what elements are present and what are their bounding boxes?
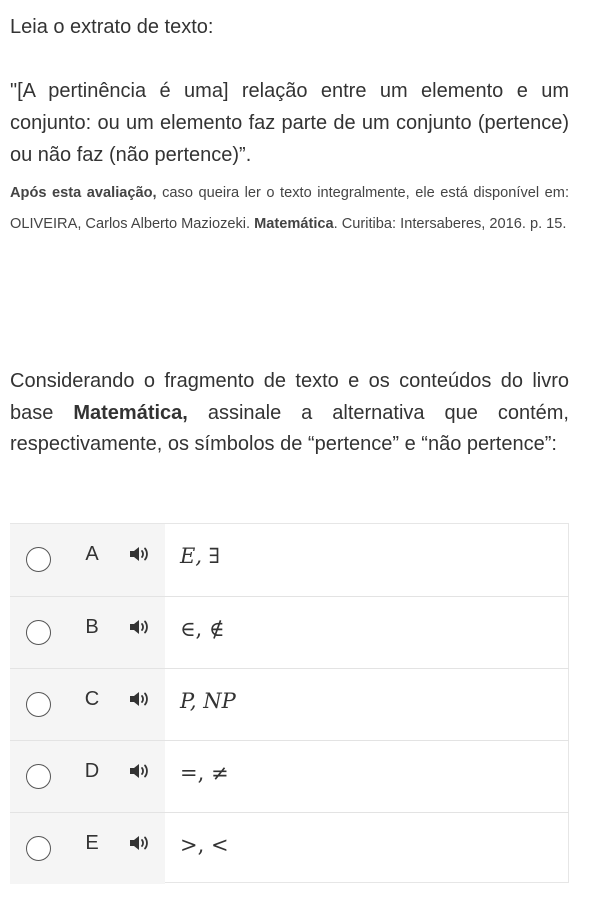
citation-bold-lead: Após esta avaliação, [10, 185, 157, 201]
speaker-icon[interactable] [129, 545, 151, 563]
citation-text-2: . Curitiba: Intersaberes, 2016. p. 15. [333, 216, 567, 232]
radio-circle-icon[interactable] [26, 620, 51, 645]
question-text-2: assinale a alternativa que contém, respectivamente, os símbolos de “pertence” e “não pertence”: [10, 401, 569, 455]
citation-book-title: Matemática [254, 216, 334, 232]
speaker-icon[interactable] [129, 618, 151, 636]
source-citation [10, 178, 569, 240]
option-letter: D [84, 760, 100, 782]
option-answer: =, ≠ [180, 761, 229, 785]
option-letter: B [85, 616, 99, 638]
question-text-1: Considerando o fragmento de texto e os conteúdos do livro base [10, 370, 569, 424]
speaker-icon[interactable] [129, 762, 151, 780]
option-e[interactable] [10, 812, 569, 884]
math-expression: P, NP [180, 689, 236, 713]
option-letter: E [85, 832, 99, 854]
option-a[interactable] [10, 524, 569, 596]
option-answer [180, 689, 236, 713]
radio-circle-icon[interactable] [26, 547, 51, 572]
option-letter: A [85, 543, 99, 565]
answer-options [10, 523, 569, 883]
option-letter: C [84, 688, 100, 710]
radio-circle-icon[interactable] [26, 764, 51, 789]
option-answer: ∈, ∉ [180, 617, 225, 641]
option-b[interactable] [10, 596, 569, 668]
radio-circle-icon[interactable] [26, 692, 51, 717]
option-d[interactable] [10, 740, 569, 812]
question-prompt [10, 366, 569, 461]
option-answer: >, < [180, 833, 229, 857]
radio-circle-icon[interactable] [26, 836, 51, 861]
instruction-text: Leia o extrato de texto: [10, 16, 214, 38]
citation-text-1: caso queira ler o texto integralmente, ele está disponível em: OLIVEIRA, Carlos Alberto Maziozeki. [10, 185, 569, 232]
question-book-title: Matemática, [73, 401, 188, 424]
speaker-icon[interactable] [129, 690, 151, 708]
option-answer [180, 544, 220, 568]
math-expression: E, ∃ [180, 544, 221, 568]
quoted-excerpt: "[A pertinência é uma] relação entre um elemento e um conjunto: ou um elemento faz parte de um conjunto (pertence) ou não faz (não pertence)”. [10, 80, 569, 166]
option-c[interactable] [10, 668, 569, 740]
speaker-icon[interactable] [129, 834, 151, 852]
